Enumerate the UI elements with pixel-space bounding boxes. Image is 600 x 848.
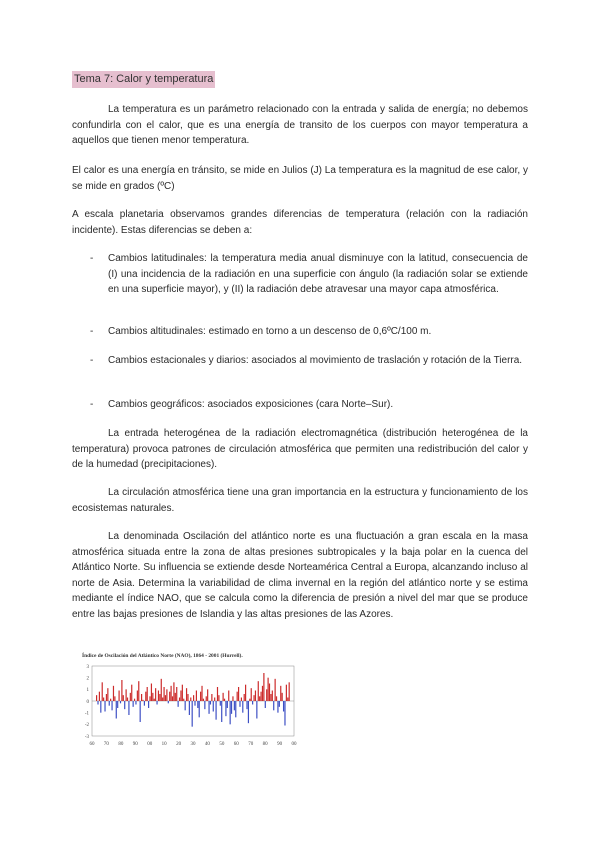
nao-bar xyxy=(166,689,167,701)
nao-bar xyxy=(223,693,224,701)
bullet-seasonal: Cambios estacionales y diarios: asociados al movimiento de traslación y rotación de la Tierra. xyxy=(108,355,523,366)
nao-bar xyxy=(147,687,148,701)
nao-bar xyxy=(194,701,195,706)
nao-bar xyxy=(127,698,128,702)
nao-bar xyxy=(107,688,108,701)
nao-bar xyxy=(156,701,157,705)
nao-bar xyxy=(193,695,194,701)
nao-bar xyxy=(96,695,97,701)
nao-bar xyxy=(158,691,159,702)
nao-bar xyxy=(178,701,179,707)
nao-bar xyxy=(211,694,212,701)
bullet-geographic: Cambios geográficos: asociados exposiciones (cara Norte–Sur). xyxy=(108,399,394,410)
nao-bar xyxy=(217,687,218,701)
chart-bars xyxy=(96,673,290,727)
x-tick-label: 90 xyxy=(277,742,283,747)
nao-bar xyxy=(109,701,110,706)
nao-bar xyxy=(273,701,274,710)
nao-bar xyxy=(204,701,205,709)
nao-bar xyxy=(111,701,112,710)
nao-bar xyxy=(140,701,141,722)
nao-bar xyxy=(187,694,188,701)
nao-bar xyxy=(201,686,202,701)
nao-bar xyxy=(270,694,271,701)
nao-bar xyxy=(180,691,181,702)
nao-bar xyxy=(237,692,238,701)
nao-bar xyxy=(118,691,119,702)
nao-bar xyxy=(97,701,98,705)
nao-bar xyxy=(248,701,249,723)
nao-bar xyxy=(116,701,117,719)
nao-bar xyxy=(121,680,122,701)
x-tick-label: 80 xyxy=(118,742,124,747)
nao-bar xyxy=(148,701,149,708)
nao-bar xyxy=(249,699,250,701)
nao-bar xyxy=(128,701,129,715)
nao-bar xyxy=(244,694,245,701)
nao-bar xyxy=(283,701,284,712)
nao-bar xyxy=(246,701,247,709)
nao-bar xyxy=(155,688,156,701)
nao-bar xyxy=(227,701,228,708)
y-tick-label: -1 xyxy=(84,711,89,717)
nao-bar xyxy=(176,687,177,701)
nao-bar xyxy=(220,701,221,706)
nao-bar xyxy=(277,701,278,713)
nao-bar xyxy=(241,698,242,702)
nao-bar xyxy=(133,701,134,707)
nao-bar xyxy=(282,693,283,701)
bullet-marker: - xyxy=(90,326,94,337)
nao-bar xyxy=(154,699,155,701)
nao-bar xyxy=(245,685,246,701)
nao-bar xyxy=(221,701,222,722)
x-tick-label: 90 xyxy=(132,742,138,747)
nao-bar xyxy=(218,695,219,701)
nao-bar xyxy=(168,701,169,703)
nao-bar xyxy=(165,695,166,701)
nao-bar xyxy=(189,701,190,715)
nao-bar xyxy=(130,693,131,701)
nao-bar xyxy=(266,689,267,701)
nao-bar xyxy=(190,698,191,702)
nao-bar xyxy=(134,699,135,701)
nao-bar xyxy=(182,685,183,701)
nao-bar xyxy=(183,699,184,701)
nao-bar xyxy=(126,689,127,701)
nao-bar xyxy=(106,694,107,701)
nao-bar xyxy=(276,696,277,701)
nao-bar xyxy=(203,699,204,701)
nao-bar xyxy=(175,693,176,701)
nao-bar xyxy=(192,701,193,727)
nao-bar xyxy=(114,696,115,701)
nao-bar xyxy=(230,701,231,724)
nao-bar xyxy=(103,698,104,702)
nao-bar xyxy=(110,699,111,701)
nao-bar xyxy=(224,699,225,701)
nao-bar xyxy=(260,692,261,701)
page-title: Tema 7: Calor y temperatura xyxy=(72,71,215,88)
nao-bar xyxy=(137,691,138,702)
nao-bar xyxy=(152,693,153,701)
nao-bar xyxy=(214,698,215,702)
nao-bar xyxy=(186,688,187,701)
nao-bar xyxy=(265,701,266,708)
nao-bar xyxy=(259,696,260,701)
nao-bar xyxy=(289,682,290,701)
nao-bar xyxy=(196,691,197,702)
nao-bar xyxy=(185,701,186,710)
chart-title: Índice de Oscilación del Atlántico Norte (NAO), 1864 - 2001 (Hurrell). xyxy=(82,653,243,659)
x-tick-label: 30 xyxy=(190,742,196,747)
nao-bar xyxy=(171,686,172,701)
nao-bar xyxy=(279,701,280,707)
nao-chart xyxy=(76,648,300,752)
nao-chart-svg xyxy=(76,648,300,752)
nao-bar xyxy=(208,701,209,714)
nao-bar xyxy=(242,701,243,713)
x-tick-label: 60 xyxy=(233,742,239,747)
nao-bar xyxy=(99,692,100,701)
x-tick-label: 50 xyxy=(219,742,225,747)
nao-bar xyxy=(113,686,114,701)
nao-bar xyxy=(228,691,229,702)
paragraph-circulation-importance: La circulación atmosférica tiene una gran importancia en la estructura y funcionamiento de los ecosistemas naturales. xyxy=(72,487,528,514)
y-tick-label: -2 xyxy=(84,723,89,729)
x-tick-label: 40 xyxy=(204,742,210,747)
nao-bar xyxy=(149,696,150,701)
y-tick-label: -3 xyxy=(84,734,89,740)
nao-bar xyxy=(163,687,164,701)
x-tick-label: 70 xyxy=(248,742,254,747)
nao-bar xyxy=(117,701,118,708)
nao-bar xyxy=(239,701,240,707)
nao-bar xyxy=(161,679,162,701)
x-tick-label: 00 xyxy=(147,742,153,747)
paragraph-radiation-circulation: La entrada heterogénea de la radiación electromagnética (distribución heterogénea de la temperatura) provoca patrones de circulación atmosférica que permiten una redistribución del calor y de la humedad (precipitaciones). xyxy=(72,428,528,470)
nao-bar xyxy=(200,692,201,701)
nao-bar xyxy=(255,691,256,702)
nao-bar xyxy=(131,685,132,701)
nao-bar xyxy=(169,692,170,701)
nao-bar xyxy=(231,701,232,714)
nao-bar xyxy=(100,701,101,713)
x-tick-label: 70 xyxy=(103,742,109,747)
nao-bar xyxy=(142,700,143,701)
bullet-marker: - xyxy=(90,399,94,410)
nao-bar xyxy=(280,686,281,701)
nao-bar xyxy=(207,689,208,701)
y-tick-label: 3 xyxy=(86,664,89,670)
nao-bar xyxy=(238,687,239,701)
nao-bar xyxy=(135,701,136,705)
paragraph-heat-definition: El calor es una energía en tránsito, se mide en Julios (J) La temperatura es la magnitud de ese calor, y se mide en grados (ºC) xyxy=(72,165,528,192)
x-tick-label: 80 xyxy=(262,742,268,747)
nao-bar xyxy=(258,681,259,701)
nao-bar xyxy=(151,684,152,702)
nao-bar xyxy=(269,684,270,702)
x-tick-label: 10 xyxy=(161,742,167,747)
paragraph-temperature-definition: La temperatura es un parámetro relacionado con la entrada y salida de energía; no debemos confundirla con el calor, que es una energía de transito de los cuerpos con mayor temperatura a aquellos que tienen menor temperatura. xyxy=(72,104,528,146)
bullet-latitudinal: Cambios latitudinales: la temperatura media anual disminuye con la latitud, consecuencia de (I) una incidencia de la radiación en una superficie con ángulo (la radiación solar se extiende en una superficie mayor), y (II) la radiación debe atravesar una mayor capa atmosférica. xyxy=(108,253,528,295)
paragraph-nao: La denominada Oscilación del atlántico norte es una fluctuación a gran escala en la masa atmosférica situada entre la zona de altas presiones subtropicales y la baja polar en la cuenca del Atlántico Norte. Su influencia se extiende desde Norteamérica Central a Europa, alcanzando incluso al norte de Asia. Determina la variabilidad de clima invernal en la región del atlántico norte y se estima mediante el índice NAO, que se calcula como la diferencia de presión a nivel del mar que se produce entre las bajas presiones de Islandia y las altas presiones de las Azores. xyxy=(72,531,528,620)
nao-bar xyxy=(199,701,200,717)
nao-bar xyxy=(235,701,236,717)
nao-bar xyxy=(173,682,174,701)
nao-bar xyxy=(104,701,105,712)
bullet-altitudinal: Cambios altitudinales: estimado en torno a un descenso de 0,6ºC/100 m. xyxy=(108,326,432,337)
paragraph-planetary-scale: A escala planetaria observamos grandes diferencias de temperatura (relación con la radiación incidente). Estas diferencias se deben a: xyxy=(72,209,528,236)
nao-bar xyxy=(256,701,257,719)
nao-bar xyxy=(206,696,207,701)
y-tick-label: 0 xyxy=(86,699,89,705)
nao-bar xyxy=(213,701,214,712)
nao-bar xyxy=(215,701,216,720)
nao-bar xyxy=(253,695,254,701)
nao-bar xyxy=(197,701,198,708)
nao-bar xyxy=(162,698,163,702)
x-tick-label: 20 xyxy=(176,742,182,747)
y-tick-label: 2 xyxy=(86,676,89,682)
nao-bar xyxy=(124,701,125,709)
nao-bar xyxy=(141,694,142,701)
nao-bar xyxy=(286,685,287,701)
nao-bar xyxy=(179,698,180,702)
nao-bar xyxy=(144,701,145,706)
bullet-marker: - xyxy=(90,355,94,366)
nao-bar xyxy=(210,701,211,705)
nao-bar xyxy=(252,701,253,705)
nao-bar xyxy=(232,696,233,701)
nao-bar xyxy=(263,673,264,701)
nao-bar xyxy=(268,678,269,701)
nao-bar xyxy=(225,701,226,716)
nao-bar xyxy=(275,679,276,701)
nao-bar xyxy=(234,701,235,710)
nao-bar xyxy=(262,686,263,701)
y-tick-label: 1 xyxy=(86,688,89,694)
bullet-marker: - xyxy=(90,253,94,264)
nao-bar xyxy=(287,698,288,702)
nao-bar xyxy=(172,696,173,701)
nao-bar xyxy=(145,692,146,701)
nao-bar xyxy=(272,691,273,702)
nao-bar xyxy=(251,688,252,701)
x-tick-label: 60 xyxy=(89,742,95,747)
nao-bar xyxy=(123,695,124,701)
nao-bar xyxy=(284,701,285,726)
nao-bar xyxy=(120,701,121,703)
nao-bar xyxy=(102,682,103,701)
x-tick-label: 00 xyxy=(291,742,297,747)
nao-bar xyxy=(138,681,139,701)
nao-bar xyxy=(159,694,160,701)
